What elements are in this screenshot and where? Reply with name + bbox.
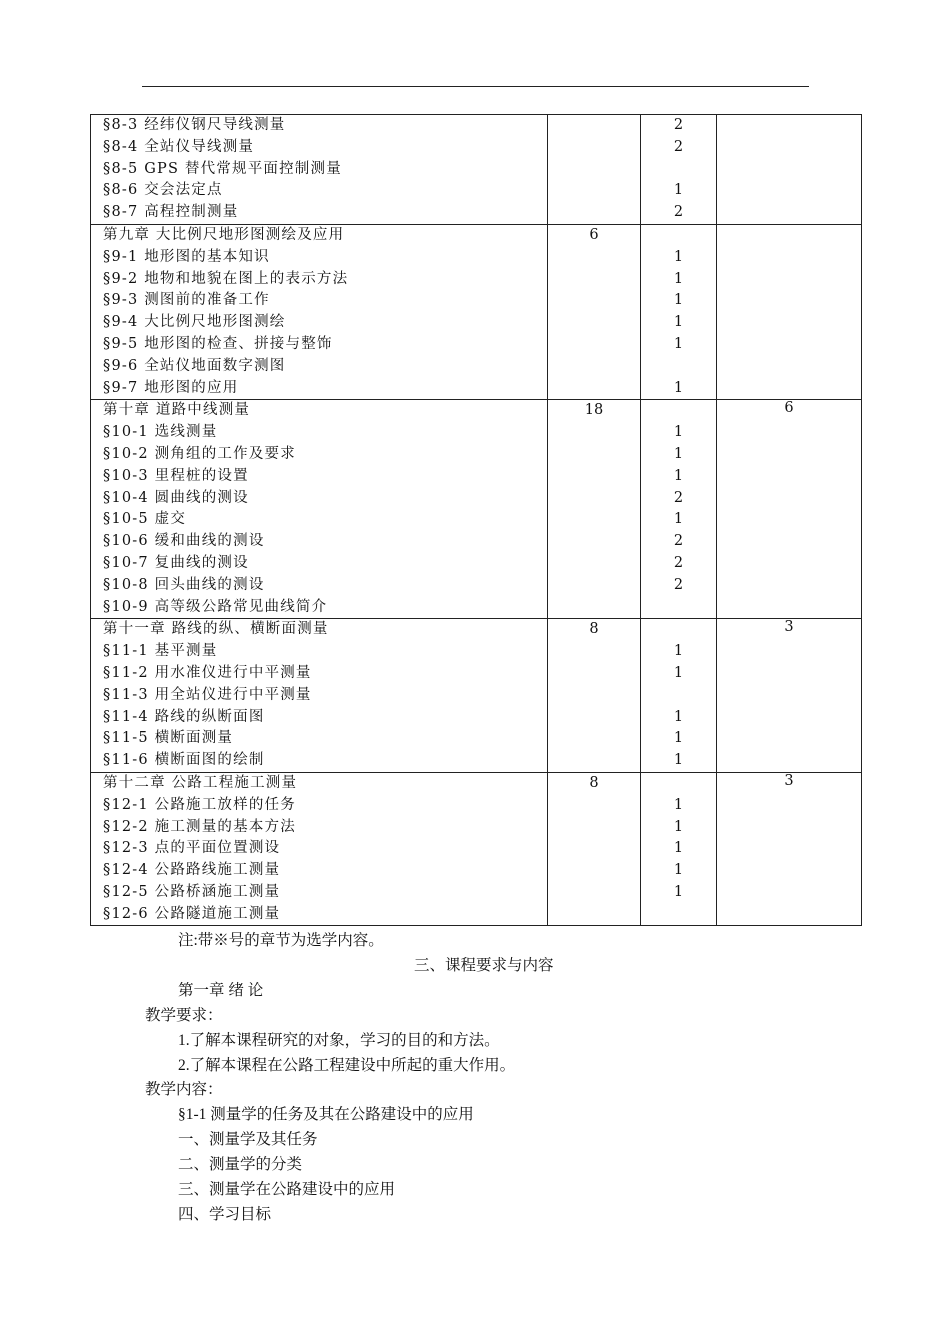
lecture-hours-value: 1 [673,708,684,725]
topic-line: §12-5 公路桥涵施工测量 [103,883,281,900]
total-hours-value [548,180,640,202]
total-hours-value [548,860,640,882]
total-hours-cell [548,772,641,926]
lecture-hours-value [641,225,716,247]
total-hours-value [548,115,640,137]
lecture-hours-value [641,159,716,181]
total-hours-value [548,838,640,860]
lecture-hours-value [641,685,716,707]
total-hours-value [548,159,640,181]
total-hours-value [548,685,640,707]
topic-line: §11-1 基平测量 [103,643,218,660]
requirement-item: 1.了解本课程研究的对象，学习的目的和方法。 [178,1032,500,1049]
total-hours-value [548,466,640,488]
topic-line: §8-3 经纬仪钢尺导线测量 [103,117,286,133]
lecture-hours-cell [641,772,717,926]
topic-line: §8-6 交会法定点 [103,182,223,199]
topic-line: 第十二章 公路工程施工测量 [103,774,298,791]
header-rule [142,86,809,87]
lecture-hours-value: 1 [673,248,684,265]
total-hours-value: 8 [589,774,599,791]
teaching-content-label: 教学内容： [145,1081,223,1098]
topic-line: §10-6 缓和曲线的测设 [103,533,265,550]
topic-cell [91,115,548,225]
lecture-hours-value: 1 [673,862,684,879]
lecture-hours-value: 1 [673,292,684,309]
total-hours-value [548,444,640,466]
total-hours-value [548,904,640,926]
lecture-hours-value [641,356,716,378]
total-hours-value [548,795,640,817]
table-note: 注:带※号的章节为选学内容。 [178,932,384,949]
topic-line: §12-3 点的平面位置测设 [103,840,281,857]
total-hours-value [548,488,640,510]
topic-line: §10-8 回头曲线的测设 [103,576,265,593]
lecture-hours-value: 1 [673,840,684,857]
topic-line: §9-6 全站仪地面数字测图 [103,357,286,374]
content-item: 一、测量学及其任务 [178,1131,318,1148]
lecture-hours-value: 2 [673,117,684,133]
topic-cell [91,224,548,399]
topic-line: §10-9 高等级公路常见曲线简介 [103,598,328,615]
lecture-hours-value: 1 [673,270,684,287]
lecture-hours-value: 2 [673,138,684,155]
lecture-hours-value [641,400,716,422]
lecture-hours-value: 2 [673,576,684,593]
table-group [91,115,862,225]
lecture-hours-value: 1 [673,796,684,813]
topic-cell [91,772,548,926]
topic-line: §12-6 公路隧道施工测量 [103,905,281,922]
topic-line: §10-3 里程桩的设置 [103,467,249,484]
total-hours-value [548,509,640,531]
total-hours-value [548,707,640,729]
lecture-hours-value: 1 [673,511,684,528]
lecture-hours-cell [641,224,717,399]
lecture-hours-value: 1 [673,182,684,199]
topic-line: §10-7 复曲线的测设 [103,554,249,571]
lecture-hours-value [641,597,716,619]
lecture-hours-value: 1 [673,424,684,441]
lecture-hours-value [641,773,716,795]
table-group [91,772,862,926]
total-hours-value [548,137,640,159]
lecture-hours-cell [641,115,717,225]
requirement-item: 2.了解本课程在公路工程建设中所起的重大作用。 [178,1057,516,1074]
lecture-hours-value: 1 [673,664,684,681]
content-item: 四、学习目标 [178,1206,272,1223]
total-hours-value [548,728,640,750]
content-item: 二、测量学的分类 [178,1156,303,1173]
topic-line: §9-5 地形图的检查、拼接与整饰 [103,335,333,352]
total-hours-value [548,356,640,378]
topic-line: §11-5 横断面测量 [103,730,234,747]
content-section-heading: §1-1 测量学的任务及其在公路建设中的应用 [178,1106,474,1123]
total-hours-cell [548,115,641,225]
syllabus-table [90,114,862,926]
lecture-hours-value: 1 [673,379,684,396]
total-hours-value [548,202,640,224]
lecture-hours-value: 2 [673,204,684,221]
topic-line: 第九章 大比例尺地形图测绘及应用 [103,226,345,243]
topic-cell [91,619,548,773]
topic-line: §12-2 施工测量的基本方法 [103,818,296,835]
total-hours-value [548,247,640,269]
topic-line: 第十章 道路中线测量 [103,402,251,419]
total-hours-cell [548,619,641,773]
topic-line: §9-1 地形图的基本知识 [103,248,270,265]
lecture-hours-cell [641,400,717,619]
topic-line: §10-5 虚交 [103,511,187,528]
lecture-hours-value: 1 [673,445,684,462]
total-hours-cell [548,224,641,399]
topic-line: §12-1 公路施工放样的任务 [103,796,296,813]
total-hours-value: 6 [589,226,599,243]
lecture-hours-value: 2 [673,533,684,550]
lecture-hours-value: 1 [673,883,684,900]
total-hours-value: 18 [584,402,604,419]
lecture-hours-value: 2 [673,554,684,571]
topic-line: §11-6 横断面图的绘制 [103,752,265,769]
table-group [91,619,862,773]
total-hours-value: 8 [589,621,599,638]
topic-line: §10-4 圆曲线的测设 [103,489,249,506]
lecture-hours-value [641,619,716,641]
lecture-hours-value: 1 [673,643,684,660]
topic-line: §8-4 全站仪导线测量 [103,138,255,155]
topic-line: 第十一章 路线的纵、横断面测量 [103,621,329,638]
topic-line: §11-4 路线的纵断面图 [103,708,265,725]
topic-line: §9-2 地物和地貌在图上的表示方法 [103,270,349,287]
section-title: 三、课程要求与内容 [414,957,554,974]
lecture-hours-cell [641,619,717,773]
total-hours-value [548,334,640,356]
topic-line: §9-3 测图前的准备工作 [103,292,270,309]
content-item: 三、测量学在公路建设中的应用 [178,1181,396,1198]
topic-line: §10-2 测角组的工作及要求 [103,445,296,462]
topic-line: §10-1 选线测量 [103,424,218,441]
total-hours-value [548,882,640,904]
total-hours-value [548,378,640,400]
practice-hours-cell: 3 [717,619,862,773]
total-hours-value [548,597,640,619]
topic-line: §8-7 高程控制测量 [103,204,239,221]
practice-hours-cell: 6 [717,400,862,619]
topic-line: §9-7 地形图的应用 [103,379,239,396]
lecture-hours-value: 1 [673,730,684,747]
total-hours-value [548,817,640,839]
total-hours-value [548,269,640,291]
topic-line: §9-4 大比例尺地形图测绘 [103,314,286,331]
topic-line: §12-4 公路路线施工测量 [103,862,281,879]
total-hours-value [548,290,640,312]
table-group [91,400,862,619]
lecture-hours-value: 1 [673,752,684,769]
teaching-requirements-label: 教学要求： [145,1007,223,1024]
topic-line: §11-2 用水准仪进行中平测量 [103,664,312,681]
practice-hours-cell: 3 [717,772,862,926]
total-hours-value [548,531,640,553]
total-hours-value [548,422,640,444]
total-hours-value [548,663,640,685]
topic-line: §8-5 GPS 替代常规平面控制测量 [103,160,342,177]
total-hours-value [548,553,640,575]
practice-hours-cell [717,224,862,399]
lecture-hours-value: 1 [673,467,684,484]
topic-line: §11-3 用全站仪进行中平测量 [103,686,312,703]
chapter-title: 第一章 绪 论 [178,982,264,999]
total-hours-value [548,575,640,597]
total-hours-cell [548,400,641,619]
total-hours-value [548,641,640,663]
lecture-hours-value: 2 [673,489,684,506]
practice-hours-cell [717,115,862,225]
lecture-hours-value: 1 [673,335,684,352]
topic-cell [91,400,548,619]
table-group [91,224,862,399]
lecture-hours-value: 1 [673,818,684,835]
total-hours-value [548,312,640,334]
lecture-hours-value [641,904,716,926]
total-hours-value [548,750,640,772]
lecture-hours-value: 1 [673,314,684,331]
